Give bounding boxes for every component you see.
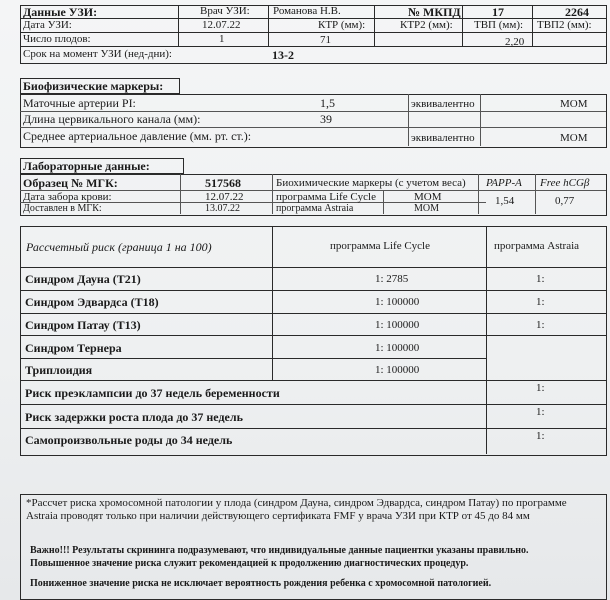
prog-astraia: программа Astraia [276,203,354,214]
extra-risk-value: 1: [536,406,545,418]
bio-row-1-unit: МОМ [560,98,588,110]
extra-risk-value: 1: [536,382,545,394]
tvp-label: ТВП (мм): [474,19,524,31]
delivered-label: Доставлен в МГК: [23,203,102,214]
risk-row-astraia: 1: [536,296,545,308]
risk-col-astraia: программа Astraia [494,240,580,252]
sample-value: 517568 [205,176,241,190]
extra-risk-value: 1: [536,430,545,442]
markers-label: Биохимические маркеры (с учетом веса) [276,177,466,189]
fetus-label: Число плодов: [23,33,91,45]
bio-row-3-eq: эквивалентно [411,132,475,144]
hcg-value: 0,77 [555,195,575,207]
risk-header-label: Рассчетный риск (граница 1 на 100) [26,240,212,254]
ktr-value: 71 [320,34,331,46]
bio-row-2-label: Длина цервикального канала (мм): [23,112,201,126]
term-value: 13-2 [272,48,294,62]
important-line-3: Пониженное значение риска не исключает вероятность рождения ребенка с хромосомной патологией. [30,578,492,589]
pappa-label: PAPP-A [486,177,522,189]
mom-2: МОМ [414,203,440,214]
bio-row-1-label: Маточные артерии PI: [23,96,136,110]
bio-row-3-label: Среднее артериальное давление (мм. рт. ст.): [23,129,252,143]
risk-row-label: Синдром Дауна (T21) [25,272,141,286]
pappa-value: 1,54 [495,195,515,207]
extra-risk-label: Риск задержки роста плода до 37 недель [25,410,243,424]
fetus-value: 1 [219,33,225,45]
risk-col-lifecycle: программа Life Cycle [330,240,430,252]
prog-lifecycle: программа Life Cycle [276,191,376,203]
extra-risk-label: Риск преэклампсии до 37 недель беременности [25,386,280,400]
biophysical-title: Биофизические маркеры: [23,79,164,93]
risk-row-label: Синдром Тернера [25,341,122,355]
date-taken-label: Дата забора крови: [23,191,112,203]
risk-row-lifecycle: 1: 100000 [375,364,420,376]
bio-row-2-value: 39 [320,112,332,126]
sample-label: Образец № МГК: [23,176,118,190]
date-label: Дата УЗИ: [23,19,72,31]
note-fmf-line-2: Astraia проводят только при наличии действующего сертификата FMF у врача УЗИ при КТР от 45 до 84 мм [26,510,530,522]
note-fmf-line-1: *Рассчет риска хромосомной патологии у плода (синдром Дауна, синдром Эдвардса, синдром Патау) по программе [26,497,567,509]
mkpd-code: 2264 [565,5,589,19]
risk-row-astraia: 1: [536,273,545,285]
important-line-2: Повышенное значение риска служит рекомендацией к продолжению диагностических процедур. [30,558,469,569]
ktr-label: КТР (мм): [318,19,366,31]
bio-row-1-value: 1,5 [320,96,335,110]
risk-row-astraia: 1: [536,319,545,331]
risk-row-lifecycle: 1: 100000 [375,342,420,354]
delivered-value: 13.07.22 [205,203,240,214]
mkpd-label: № МКПД [408,5,461,19]
important-line-1: Важно!!! Результаты скрининга подразумевают, что индивидуальные данные пациентки указаны правильно. [30,545,529,556]
risk-row-label: Синдром Патау (T13) [25,318,141,332]
extra-risk-label: Самопроизвольные роды до 34 недель [25,433,233,447]
lab-title: Лабораторные данные: [23,159,150,173]
doctor-label: Врач УЗИ: [200,5,250,17]
doctor-name: Романова Н.В. [273,5,341,17]
ktr2-label: КТР2 (мм): [400,19,453,31]
bio-row-1-eq: эквивалентно [411,98,475,110]
hcg-label: Free hCGβ [540,177,590,189]
risk-row-label: Синдром Эдвардса (T18) [25,295,159,309]
uzi-title: Данные УЗИ: [23,5,98,19]
tvp-value: 2,20 [505,36,525,48]
date-value: 12.07.22 [202,19,241,31]
bio-row-3-unit: МОМ [560,132,588,144]
date-taken-value: 12.07.22 [205,191,244,203]
tvp2-label: ТВП2 (мм): [537,19,592,31]
mom-1: МОМ [414,191,442,203]
term-label: Срок на момент УЗИ (нед-дни): [23,48,172,60]
risk-row-label: Триплоидия [25,363,93,377]
risk-row-lifecycle: 1: 2785 [375,273,409,285]
risk-row-lifecycle: 1: 100000 [375,319,420,331]
risk-row-lifecycle: 1: 100000 [375,296,420,308]
mkpd-value: 17 [492,5,504,19]
